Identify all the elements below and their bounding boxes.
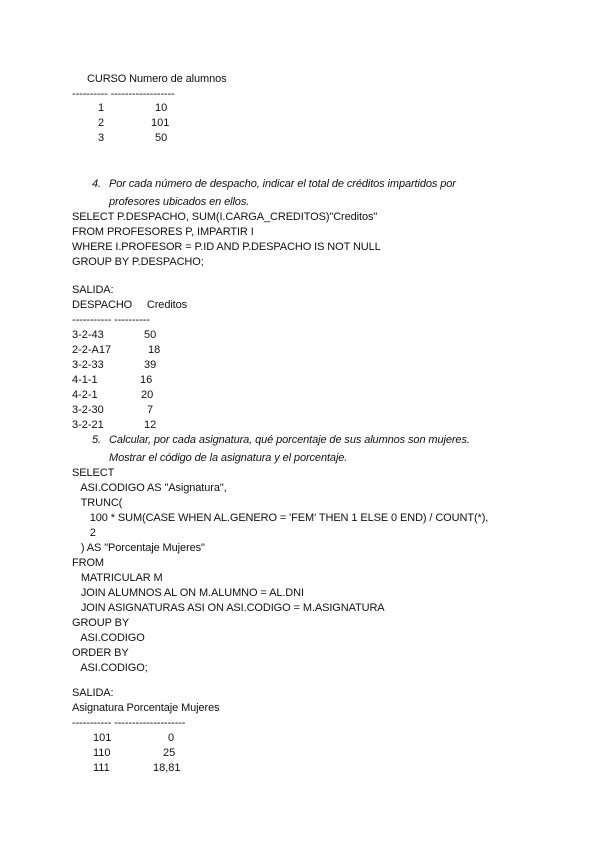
q5-table-header: Asignatura Porcentaje Mujeres bbox=[72, 702, 220, 714]
q5-text-line2: Mostrar el código de la asignatura y el porcentaje. bbox=[109, 452, 348, 464]
q4-sql-line: FROM PROFESORES P, IMPARTIR I bbox=[72, 226, 254, 238]
q4-despacho: 2-2-A17 bbox=[72, 344, 112, 356]
table1-curso-3: 3 bbox=[98, 132, 105, 144]
table1-alumnos-3: 50 bbox=[155, 132, 168, 144]
q5-asignatura: 101 bbox=[93, 732, 112, 744]
q4-creditos: 16 bbox=[140, 374, 153, 386]
table1-header: CURSO Numero de alumnos bbox=[87, 73, 227, 85]
q5-sql-line: JOIN ALUMNOS AL ON M.ALUMNO = AL.DNI bbox=[72, 587, 304, 599]
q4-table-header: DESPACHO Creditos bbox=[72, 299, 188, 311]
q5-sql-line: ASI.CODIGO; bbox=[72, 662, 148, 674]
q5-sql-line: GROUP BY bbox=[72, 617, 130, 629]
q5-sql-line: TRUNC( bbox=[72, 497, 123, 509]
q5-table-rule: ----------- -------------------- bbox=[72, 717, 186, 729]
q4-creditos: 12 bbox=[144, 419, 157, 431]
table1-alumnos-1: 10 bbox=[155, 102, 168, 114]
q4-text-line2: profesores ubicados en ellos. bbox=[109, 196, 250, 208]
q5-porcentaje: 25 bbox=[163, 747, 176, 759]
q4-despacho: 4-2-1 bbox=[72, 389, 98, 401]
q4-despacho: 3-2-33 bbox=[72, 359, 104, 371]
q4-number: 4. bbox=[92, 178, 101, 190]
q4-creditos: 50 bbox=[144, 329, 157, 341]
q4-salida-label: SALIDA: bbox=[72, 284, 114, 296]
q4-creditos: 20 bbox=[141, 389, 154, 401]
q5-sql-line: ORDER BY bbox=[72, 647, 129, 659]
q4-creditos: 7 bbox=[147, 404, 154, 416]
q5-sql-line: JOIN ASIGNATURAS ASI ON ASI.CODIGO = M.ASIGNATURA bbox=[72, 602, 385, 614]
table1-alumnos-2: 101 bbox=[151, 117, 170, 129]
q5-number: 5. bbox=[92, 434, 101, 446]
q5-asignatura: 110 bbox=[93, 747, 111, 759]
q5-sql-line: FROM bbox=[72, 557, 104, 569]
q5-sql-line: MATRICULAR M bbox=[72, 572, 163, 584]
q4-text-line1: Por cada número de despacho, indicar el total de créditos impartidos por bbox=[109, 178, 456, 190]
q5-porcentaje: 18,81 bbox=[153, 762, 181, 774]
q4-despacho: 3-2-30 bbox=[72, 404, 104, 416]
q4-sql-line: SELECT P.DESPACHO, SUM(I.CARGA_CREDITOS)"Creditos" bbox=[72, 211, 378, 223]
q4-despacho: 3-2-21 bbox=[72, 419, 104, 431]
table1-curso-1: 1 bbox=[98, 102, 105, 114]
q5-sql-line: 100 * SUM(CASE WHEN AL.GENERO = 'FEM' THEN 1 ELSE 0 END) / COUNT(*), bbox=[72, 512, 489, 524]
q4-despacho: 4-1-1 bbox=[72, 374, 98, 386]
table1-rule: ---------- ------------------ bbox=[72, 88, 175, 100]
q5-sql-line: ASI.CODIGO bbox=[72, 632, 145, 644]
q4-sql-line: GROUP BY P.DESPACHO; bbox=[72, 256, 204, 268]
q5-salida-label: SALIDA: bbox=[72, 687, 114, 699]
q4-despacho: 3-2-43 bbox=[72, 329, 104, 341]
q4-table-rule: ----------- ---------- bbox=[72, 314, 150, 326]
q5-asignatura: 111 bbox=[93, 762, 110, 774]
q5-text-line1: Calcular, por cada asignatura, qué porcentaje de sus alumnos son mujeres. bbox=[109, 434, 470, 446]
q4-creditos: 39 bbox=[144, 359, 157, 371]
q4-sql-line: WHERE I.PROFESOR = P.ID AND P.DESPACHO IS NOT NULL bbox=[72, 241, 381, 253]
q5-sql-line: ASI.CODIGO AS "Asignatura", bbox=[72, 482, 227, 494]
q5-sql-line: 2 bbox=[72, 527, 96, 539]
q5-porcentaje: 0 bbox=[168, 732, 175, 744]
table1-curso-2: 2 bbox=[98, 117, 105, 129]
q5-sql-line: ) AS "Porcentaje Mujeres" bbox=[72, 542, 205, 554]
q4-creditos: 18 bbox=[148, 344, 161, 356]
q5-sql-line: SELECT bbox=[72, 467, 115, 479]
